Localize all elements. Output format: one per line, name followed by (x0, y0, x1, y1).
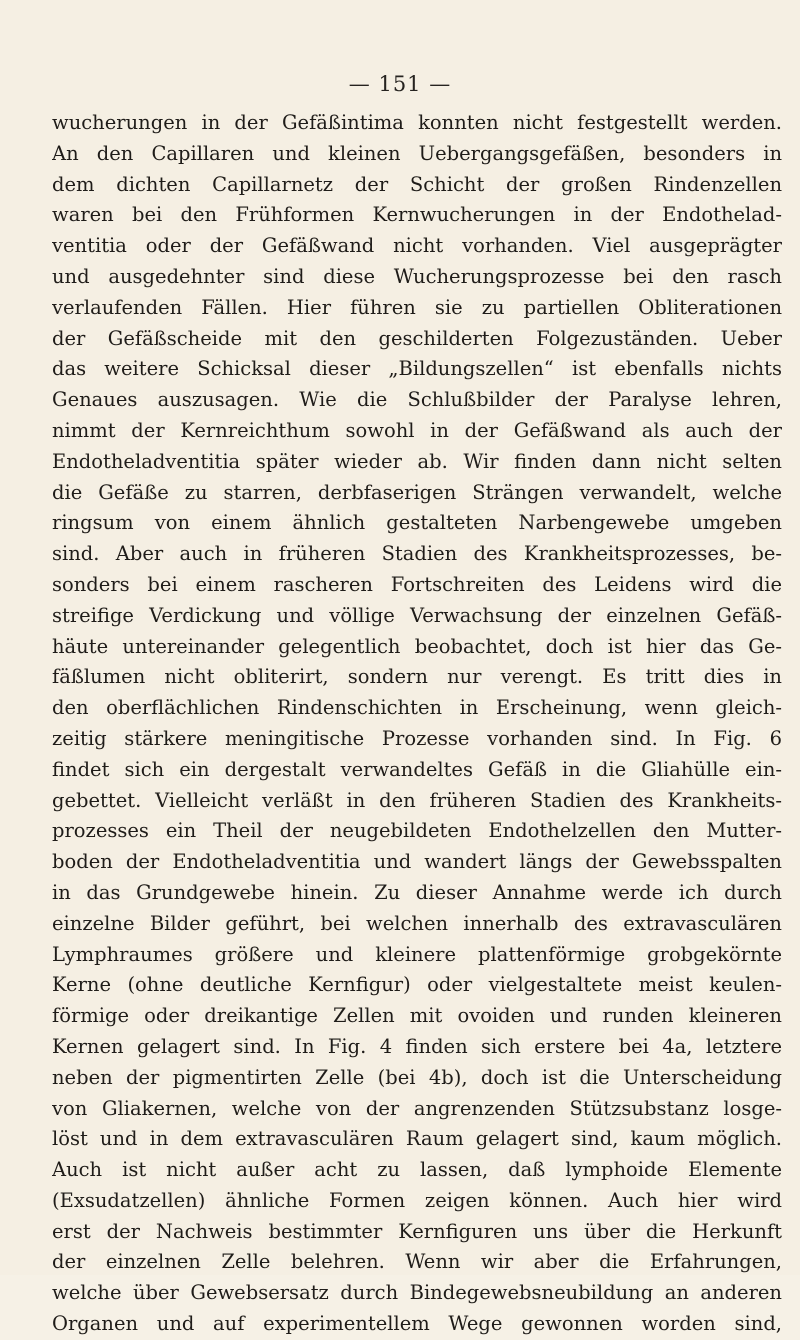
text-line: An den Capillaren und kleinen Uebergangsgefäßen, besonders in (52, 141, 782, 165)
text-line: Auch ist nicht außer acht zu lassen, daß lymphoide Elemente (52, 1158, 782, 1182)
text-line: ventitia oder der Gefäßwand nicht vorhanden. Viel ausgeprägter (52, 234, 782, 258)
text-line: löst und in dem extravasculären Raum gelagert sind, kaum möglich. (52, 1127, 782, 1151)
text-line: wucherungen in der Gefäßintima konnten nicht festgestellt werden. (52, 111, 782, 134)
text-line: Kerne (ohne deutliche Kernfigur) oder vielgestaltete meist keulen- (52, 973, 782, 997)
text-line: Kernen gelagert sind. In Fig. 4 finden sich erstere bei 4a, letztere (52, 1034, 782, 1058)
text-line: den oberflächlichen Rindenschichten in Erscheinung, wenn gleich- (52, 696, 782, 720)
text-line: der Gefäßscheide mit den geschilderten Folgezuständen. Ueber (52, 326, 782, 350)
text-line: einzelne Bilder geführt, bei welchen innerhalb des extravasculären (52, 911, 782, 935)
text-line: findet sich ein dergestalt verwandeltes Gefäß in die Gliahülle ein- (52, 757, 782, 781)
text-line: dem dichten Capillarnetz der Schicht der großen Rindenzellen (52, 172, 782, 196)
text-line: ringsum von einem ähnlich gestalteten Narbengewebe umgeben (52, 511, 782, 535)
text-line: förmige oder dreikantige Zellen mit ovoiden und runden kleineren (52, 1004, 782, 1028)
text-line: sonders bei einem rascheren Fortschreiten des Leidens wird die (52, 572, 782, 596)
text-line: waren bei den Frühformen Kernwucherungen in der Endothelad- (52, 203, 782, 227)
text-line: von Gliakernen, welche von der angrenzenden Stützsubstanz losge- (52, 1096, 782, 1120)
text-line: Endotheladventitia später wieder ab. Wir finden dann nicht selten (52, 449, 782, 473)
text-line: verlaufenden Fällen. Hier führen sie zu partiellen Obliterationen (52, 295, 782, 319)
page-number: — 151 — (348, 72, 452, 96)
text-line: (Exsudatzellen) ähnliche Formen zeigen können. Auch hier wird (52, 1188, 782, 1212)
text-line: Genaues auszusagen. Wie die Schlußbilder der Paralyse lehren, (52, 388, 782, 412)
text-line: häute untereinander gelegentlich beobachtet, doch ist hier das Ge- (52, 634, 782, 658)
body-text (52, 108, 782, 1340)
text-line: sind. Aber auch in früheren Stadien des Krankheitsprozesses, be- (52, 542, 782, 566)
text-line: gebettet. Vielleicht verläßt in den früheren Stadien des Krankheits- (52, 788, 782, 812)
text-line: neben der pigmentirten Zelle (bei 4b), doch ist die Unterscheidung (52, 1065, 782, 1089)
text-line: welche über Gewebsersatz durch Bindegewebsneubildung an anderen (52, 1281, 782, 1305)
text-line: zeitig stärkere meningitische Prozesse vorhanden sind. In Fig. 6 (52, 726, 782, 750)
text-line: Organen und auf experimentellem Wege gewonnen worden sind, (52, 1312, 782, 1336)
text-line: nimmt der Kernreichthum sowohl in der Gefäßwand als auch der (52, 418, 782, 442)
text-line: streifige Verdickung und völlige Verwachsung der einzelnen Gefäß- (52, 603, 782, 627)
text-line: fäßlumen nicht obliterirt, sondern nur verengt. Es tritt dies in (52, 665, 782, 689)
text-line: das weitere Schicksal dieser „Bildungszellen“ ist ebenfalls nichts (52, 357, 782, 381)
text-line: die Gefäße zu starren, derbfaserigen Strängen verwandelt, welche (52, 480, 782, 504)
text-line: prozesses ein Theil der neugebildeten Endothelzellen den Mutter- (52, 819, 782, 843)
text-line: der einzelnen Zelle belehren. Wenn wir aber die Erfahrungen, (52, 1250, 782, 1274)
text-line: erst der Nachweis bestimmter Kernfiguren uns über die Herkunft (52, 1219, 782, 1243)
text-line: und ausgedehnter sind diese Wucherungsprozesse bei den rasch (52, 264, 782, 288)
text-line: Lymphraumes größere und kleinere plattenförmige grobgekörnte (52, 942, 782, 966)
text-line: in das Grundgewebe hinein. Zu dieser Annahme werde ich durch (52, 880, 782, 904)
text-line: boden der Endotheladventitia und wandert längs der Gewebsspalten (52, 850, 782, 874)
